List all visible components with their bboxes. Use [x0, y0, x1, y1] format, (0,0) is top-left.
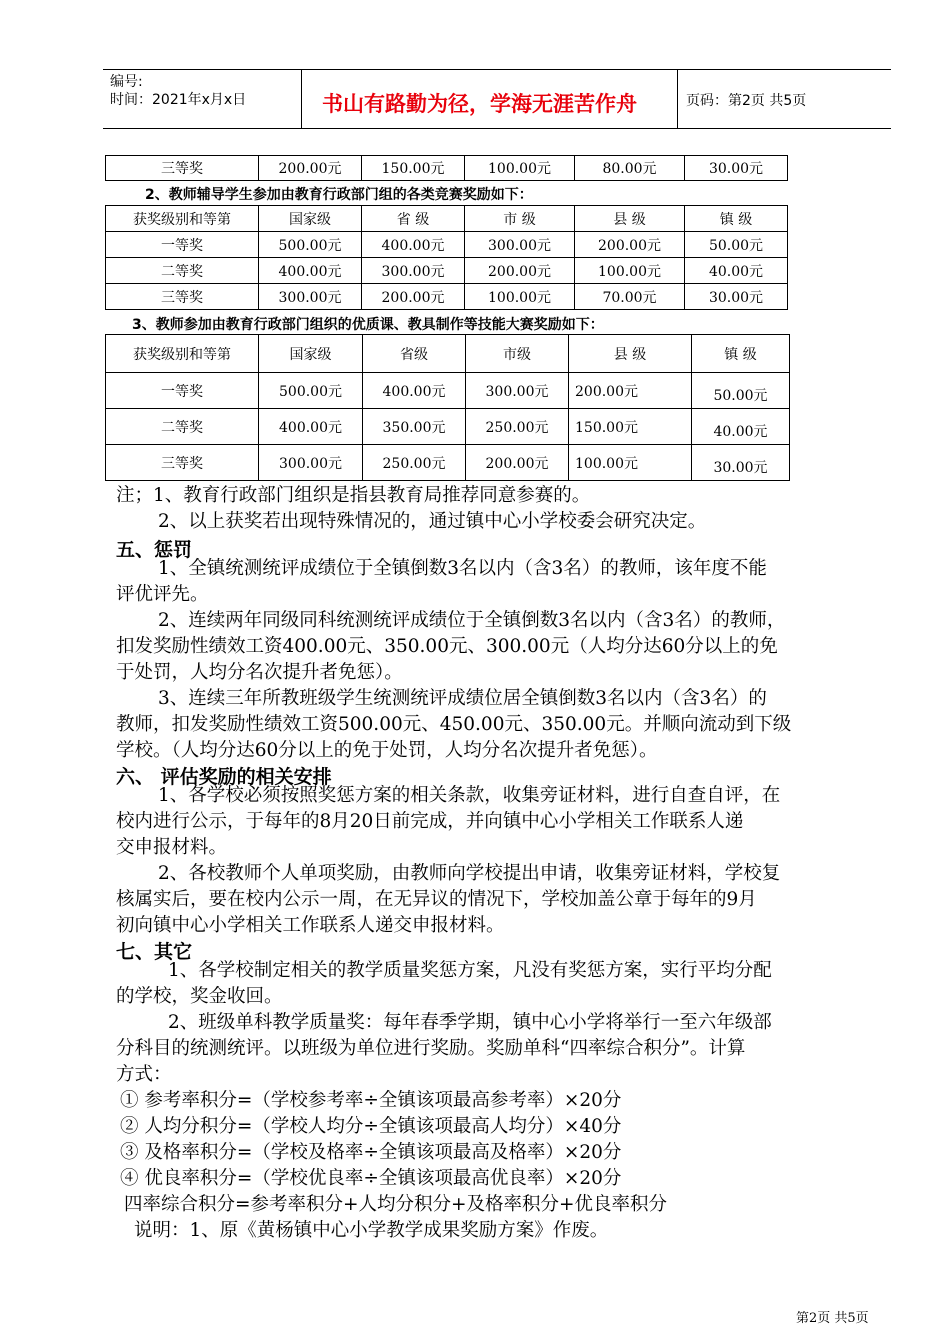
table-cell: 100.00元 [569, 445, 692, 481]
table-cell: 100.00元 [465, 284, 575, 310]
header-top-rule [103, 69, 891, 70]
column-header: 县 级 [569, 335, 692, 373]
student-coaching-award-table [105, 205, 788, 310]
header-bottom-rule [103, 128, 891, 129]
table-row [106, 156, 788, 181]
table-cell: 300.00元 [362, 258, 465, 284]
table-cell: 三等奖 [106, 445, 259, 481]
table-cell: 30.00元 [685, 156, 788, 181]
paragraph-line: 1、各学校制定相关的教学质量奖惩方案，凡没有奖惩方案，实行平均分配 [168, 960, 772, 981]
table-cell: 100.00元 [465, 156, 575, 181]
table-cell: 200.00元 [465, 258, 575, 284]
paragraph-line: 评优评先。 [116, 584, 209, 605]
table-cell: 100.00元 [575, 258, 685, 284]
table-header-row [106, 335, 790, 373]
header-number-label: 编号: [110, 74, 143, 90]
paragraph-line: 方式： [116, 1064, 172, 1085]
table-cell: 250.00元 [466, 409, 569, 445]
table-row [106, 284, 788, 310]
table-cell: 二等奖 [106, 258, 259, 284]
note-line: 注；1、教育行政部门组织是指县教育局推荐同意参赛的。 [116, 485, 591, 506]
skills-contest-award-table [105, 334, 790, 481]
note-line: 2、以上获奖若出现特殊情况的，通过镇中心小学校委会研究决定。 [158, 511, 707, 532]
paragraph-line: 2、各校教师个人单项奖励，由教师向学校提出申请，收集旁证材料，学校复 [158, 863, 781, 884]
section-heading: 六、 评估奖励的相关安排 [116, 766, 332, 788]
column-header: 县 级 [575, 206, 685, 232]
paragraph-line: 交申报材料。 [116, 837, 228, 858]
table-cell: 三等奖 [106, 156, 259, 181]
header-divider-left [301, 70, 302, 128]
table-cell: 200.00元 [362, 284, 465, 310]
paragraph-line: 2、班级单科教学质量奖：每年春季学期，镇中心小学将举行一至六年级部 [168, 1012, 772, 1033]
table-cell: 40.00元 [685, 258, 788, 284]
table-cell: 200.00元 [466, 445, 569, 481]
table-cell: 250.00元 [363, 445, 466, 481]
paragraph-line: 校内进行公示，于每年的8月20日前完成，并向镇中心小学相关工作联系人递 [116, 811, 744, 832]
table-cell: 80.00元 [575, 156, 685, 181]
paragraph-line: 的学校，奖金收回。 [116, 986, 283, 1007]
paragraph-line: 教师，扣发奖励性绩效工资500.00元、450.00元、350.00元。并顺向流动到下级 [116, 714, 792, 735]
paragraph-line: 核属实后，要在校内公示一周，在无异议的情况下，学校加盖公章于每年的9月 [116, 889, 757, 910]
column-header: 市 级 [465, 206, 575, 232]
section-heading: 五、惩罚 [116, 539, 193, 561]
table-cell: 50.00元 [692, 373, 790, 409]
remark-line: 说明：1、原《黄杨镇中心小学教学成果奖励方案》作废。 [134, 1220, 609, 1241]
table2-caption: 2、教师辅导学生参加由教育行政部门组的各类竞赛奖励如下： [145, 187, 533, 203]
table-row [106, 232, 788, 258]
table-cell: 300.00元 [259, 284, 362, 310]
paragraph-line: 1、全镇统测统评成绩位于全镇倒数3名以内（含3名）的教师，该年度不能 [158, 558, 767, 579]
paragraph-line: 2、连续两年同级同科统测统评成绩位于全镇倒数3名以内（含3名）的教师， [158, 610, 786, 631]
formula-line: ② 人均分积分=（学校人均分÷全镇该项最高人均分）×40分 [120, 1116, 622, 1137]
table-cell: 500.00元 [259, 373, 363, 409]
table-cell: 300.00元 [259, 445, 363, 481]
table-cell: 400.00元 [362, 232, 465, 258]
column-header: 获奖级别和等第 [106, 335, 259, 373]
formula-summary: 四率综合积分=参考率积分+人均分积分+及格率积分+优良率积分 [124, 1194, 668, 1215]
table-row [106, 445, 790, 481]
column-header: 省级 [363, 335, 466, 373]
formula-line: ④ 优良率积分=（学校优良率÷全镇该项最高优良率）×20分 [120, 1168, 622, 1189]
paragraph-line: 初向镇中心小学相关工作联系人递交申报材料。 [116, 915, 505, 936]
paragraph-line: 1、各学校必须按照奖惩方案的相关条款，收集旁证材料，进行自查自评，在 [158, 785, 781, 806]
column-header: 获奖级别和等第 [106, 206, 259, 232]
paragraph-line: 扣发奖励性绩效工资400.00元、350.00元、300.00元（人均分达60分以上的免 [116, 636, 778, 657]
award-table-continued [105, 155, 788, 181]
paragraph-line: 于处罚，人均分名次提升者免惩）。 [116, 662, 403, 683]
column-header: 国家级 [259, 335, 363, 373]
table-cell: 50.00元 [685, 232, 788, 258]
table-cell: 400.00元 [259, 409, 363, 445]
column-header: 国家级 [259, 206, 362, 232]
table-cell: 150.00元 [569, 409, 692, 445]
table-cell: 70.00元 [575, 284, 685, 310]
header-divider-right [677, 70, 678, 128]
page-footer: 第2页 共5页 [796, 1311, 869, 1326]
header-page-label: 页码：第2页 共5页 [686, 93, 807, 109]
paragraph-line: 分科目的统测统评。以班级为单位进行奖励。奖励单科“四率综合积分”。计算 [116, 1038, 746, 1059]
table3-caption: 3、教师参加由教育行政部门组织的优质课、教具制作等技能大赛奖励如下： [132, 317, 604, 333]
table-cell: 350.00元 [363, 409, 466, 445]
header-time-label: 时间：2021年x月x日 [110, 92, 247, 108]
table-cell: 一等奖 [106, 373, 259, 409]
table-cell: 200.00元 [259, 156, 362, 181]
table-row [106, 373, 790, 409]
table-cell: 300.00元 [465, 232, 575, 258]
table-cell: 三等奖 [106, 284, 259, 310]
table-row [106, 409, 790, 445]
table-cell: 200.00元 [569, 373, 692, 409]
header-motto: 书山有路勤为径，学海无涯苦作舟 [322, 92, 637, 116]
column-header: 市级 [466, 335, 569, 373]
table-cell: 一等奖 [106, 232, 259, 258]
column-header: 镇 级 [692, 335, 790, 373]
paragraph-line: 学校。（人均分达60分以上的免于处罚，人均分名次提升者免惩）。 [116, 740, 658, 761]
table-row [106, 258, 788, 284]
column-header: 省 级 [362, 206, 465, 232]
paragraph-line: 3、连续三年所教班级学生统测统评成绩位居全镇倒数3名以内（含3名）的 [158, 688, 767, 709]
table-cell: 30.00元 [685, 284, 788, 310]
formula-line: ① 参考率积分=（学校参考率÷全镇该项最高参考率）×20分 [120, 1090, 622, 1111]
formula-line: ③ 及格率积分=（学校及格率÷全镇该项最高及格率）×20分 [120, 1142, 622, 1163]
table-cell: 300.00元 [466, 373, 569, 409]
table-cell: 40.00元 [692, 409, 790, 445]
table-cell: 400.00元 [363, 373, 466, 409]
table-cell: 200.00元 [575, 232, 685, 258]
table-cell: 400.00元 [259, 258, 362, 284]
table-header-row [106, 206, 788, 232]
table-cell: 150.00元 [362, 156, 465, 181]
table-cell: 二等奖 [106, 409, 259, 445]
table-cell: 30.00元 [692, 445, 790, 481]
column-header: 镇 级 [685, 206, 788, 232]
table-cell: 500.00元 [259, 232, 362, 258]
section-heading: 七、其它 [116, 941, 193, 963]
